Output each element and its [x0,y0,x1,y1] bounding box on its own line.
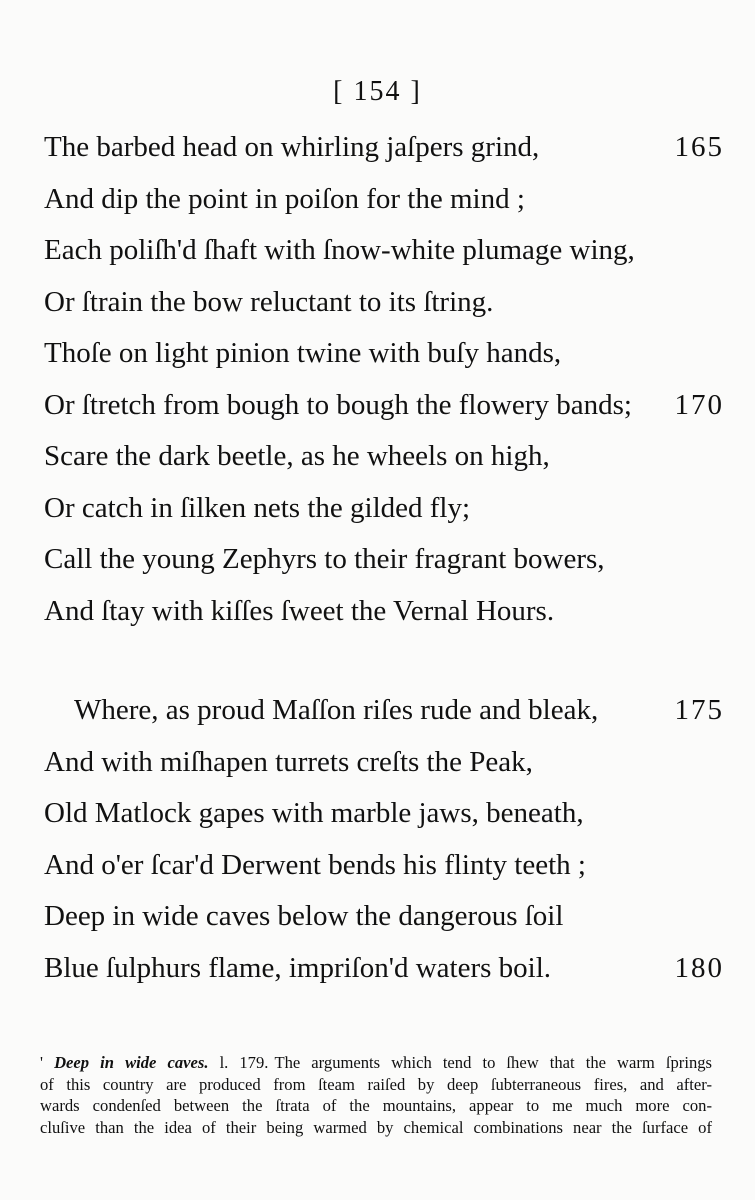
verse-line [44,439,724,491]
verse-line [44,130,724,182]
verse-line [44,388,724,440]
verse-line [44,899,724,951]
verse-text: Thoſe on light pinion twine with buſy hands, [44,337,562,369]
verse-text: The barbed head on whirling jaſpers grind, [44,131,540,163]
verse-text: Blue ſulphurs flame, impriſon'd waters boil. [44,951,552,984]
footnote-line [40,1052,712,1074]
footnote-line: of this country are produced from ſteam raiſed by deep ſubterraneous fires, and after- [40,1074,712,1094]
line-number: 165 [674,131,724,163]
verse-line [44,951,724,1003]
verse-text: And dip the point in poiſon for the mind ; [44,182,525,215]
verse-text: Deep in wide caves below the dangerous ſoil [44,900,564,932]
verse-text: Or ſtretch from bough to bough the flowery bands; [44,388,632,421]
line-number: 180 [674,951,724,984]
verse-line [44,848,724,900]
footnote-heading: Deep in wide caves. [54,1053,209,1072]
verse-line [44,542,724,594]
line-number: 170 [674,388,724,421]
footnote-line-ref: l. 179. [219,1053,269,1072]
verse-text: Scare the dark beetle, as he wheels on high, [44,440,550,472]
verse-text: Call the young Zephyrs to their fragrant bowers, [44,543,605,575]
verse-text: Each poliſh'd ſhaft with ſnow-white plumage wing, [44,234,635,266]
footnote-line: wards condenſed between the ſtrata of the mountains, appear to me much more con- [40,1096,712,1115]
page-number: [ 154 ] [333,76,422,107]
verse-line [44,233,724,285]
verse-text: Or catch in ſilken nets the gilded fly; [44,491,471,524]
verse-line [44,693,724,745]
footnote [40,1052,712,1138]
verse-text: Old Matlock gapes with marble jaws, beneath, [44,797,584,829]
verse-line [44,594,724,646]
verse-text: Where, as proud Maſſon riſes rude and bleak, [74,694,599,726]
verse-line [44,745,724,797]
verse-text: Or ſtrain the bow reluctant to its ſtring. [44,285,494,318]
line-number: 175 [674,694,724,726]
stanza-2 [44,693,724,1002]
verse-line [44,336,724,388]
verse-text: And ſtay with kiſſes ſweet the Vernal Hours. [44,594,555,627]
verse-line [44,182,724,234]
verse-line [44,285,724,337]
verse-text: And with miſhapen turrets creſts the Peak, [44,745,533,778]
footnote-line: cluſive than the idea of their being warmed by chemical combinations near the ſurface of [40,1117,712,1137]
verse-line [44,491,724,543]
verse-line [44,796,724,848]
verse-text: And o'er ſcar'd Derwent bends his flinty teeth ; [44,848,586,881]
stanza-1 [44,130,724,645]
footnote-text: The arguments which tend to ſhew that the warm ſprings [274,1053,712,1072]
footnote-marker: ' [40,1053,43,1072]
